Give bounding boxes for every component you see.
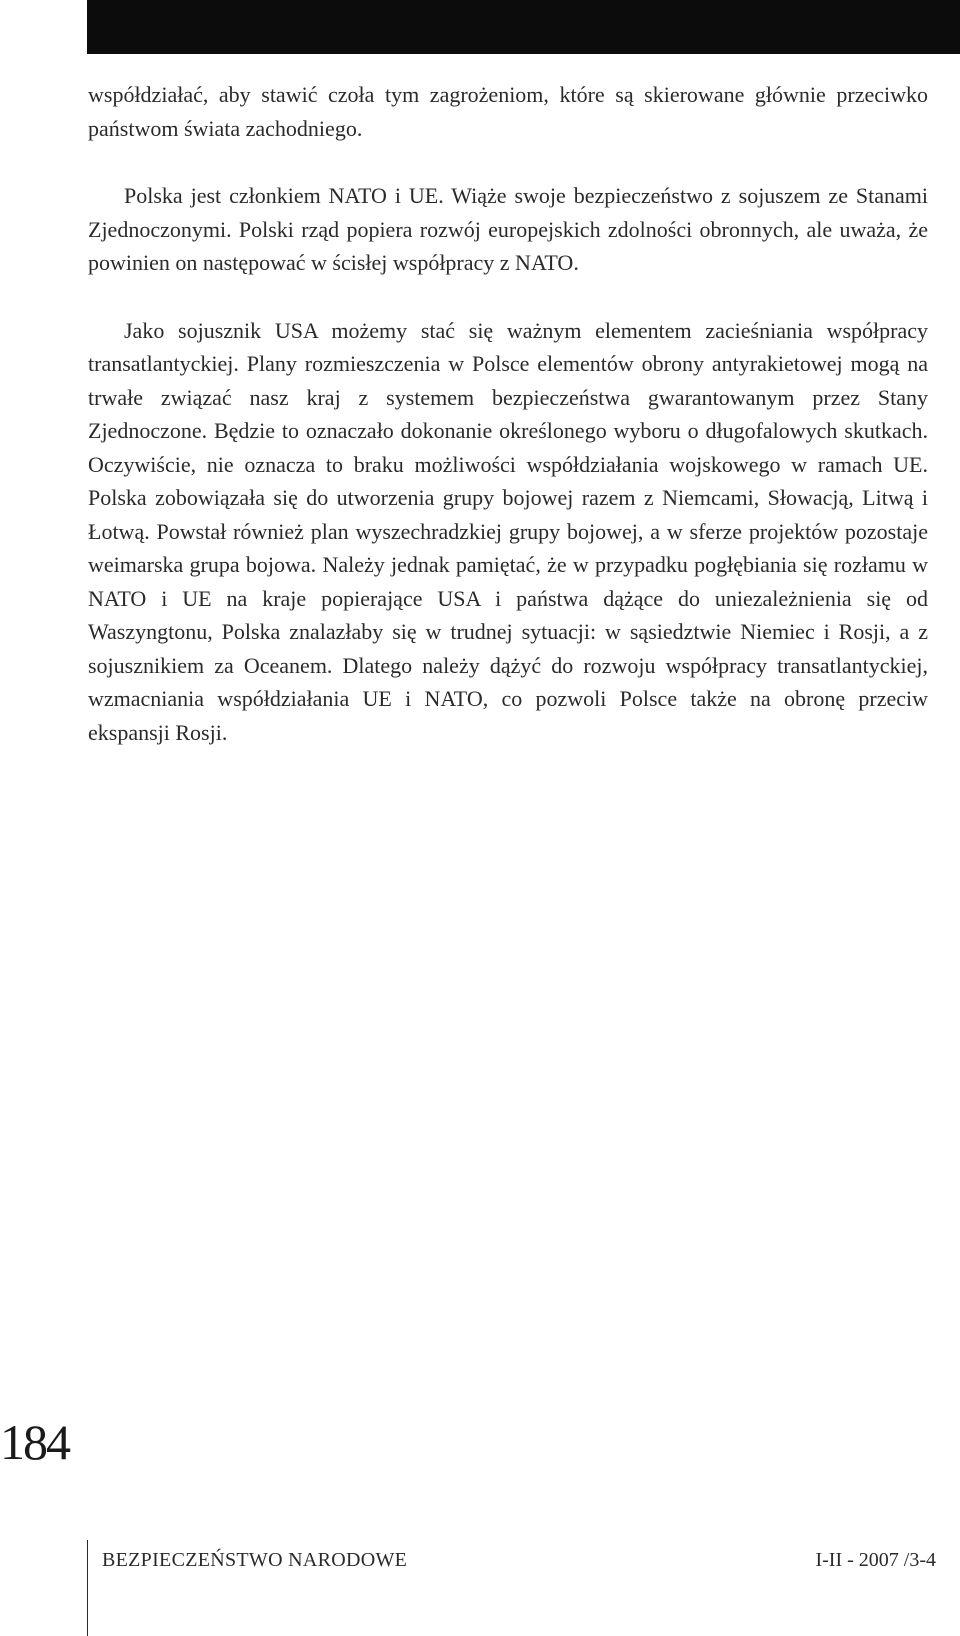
paragraph: współdziałać, aby stawić czoła tym zagrożeniom, które są skierowane głównie przeciwko państwom świata zachodniego. [88, 82, 928, 141]
paragraph: Polska jest członkiem NATO i UE. Wiąże swoje bezpieczeństwo z sojuszem ze Stanami Zjednoczonymi. Polski rząd popiera rozwój europejskich zdolności obronnych, ale uważa, że powinien on następować w ścisłej współpracy z NATO. [88, 183, 928, 275]
article-body [88, 78, 928, 783]
footer-issue: I-II - 2007 /3-4 [815, 1549, 936, 1571]
paragraph: Jako sojusznik USA możemy stać się ważnym elementem zacieśniania współpracy transatlantyckiej. Plany rozmieszczenia w Polsce elementów obrony antyrakietowej mogą na trwałe związać nasz kraj z systemem bezpieczeństwa gwarantowanym przez Stany Zjednoczone. Będzie to oznaczało dokonanie określonego wyboru o długofalowych skutkach. Oczywiście, nie oznacza to braku możliwości współdziałania wojskowego w ramach UE. Polska zobowiązała się do utworzenia grupy bojowej razem z Niemcami, Słowacją, Litwą i Łotwą. Powstał również plan wyszechradzkiej grupy bojowej, a w sferze projektów pozostaje weimarska grupa bojowa. Należy jednak pamiętać, że w przypadku pogłębiania się rozłamu w NATO i UE na kraje popierające USA i państwa dążące do uniezależnienia się od Waszyngtonu, Polska znalazłaby się w trudnej sytuacji: w sąsiedztwie Niemiec i Rosji, a z sojusznikiem za Oceanem. Dlatego należy dążyć do rozwoju współpracy transatlantyckiej, wzmacniania współdziałania UE i NATO, co pozwoli Polsce także na obronę przeciw ekspansji Rosji. [88, 317, 928, 745]
page-number: 184 [0, 1414, 69, 1470]
footer-divider [87, 1540, 88, 1636]
footer-journal-title: BEZPIECZEŃSTWO NARODOWE [102, 1549, 408, 1571]
header-bar [87, 0, 960, 54]
